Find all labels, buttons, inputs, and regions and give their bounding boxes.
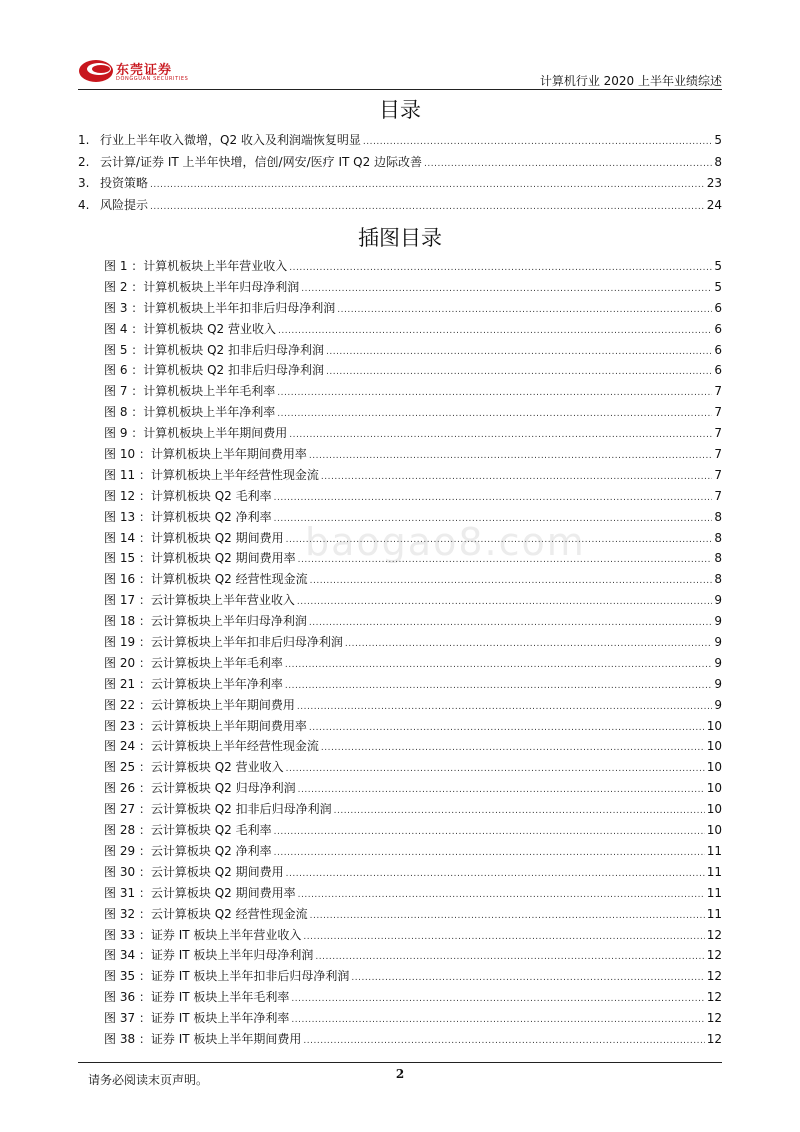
figure-entry-text: 计算机板块 Q2 期间费用 (150, 530, 284, 545)
figure-entry-number: 图 4 ： (104, 321, 144, 336)
figure-entry-leader-dots (298, 778, 705, 801)
toc-entry-leader-dots (150, 173, 705, 197)
figure-entry-text: 证券 IT 板块上半年毛利率 (150, 990, 290, 1005)
figure-entry-number: 图 26 ： (104, 781, 151, 796)
figure-entry-text: 云计算板块 Q2 期间费用率 (150, 885, 296, 900)
figure-entry-leader-dots (278, 319, 712, 342)
figure-entry-text: 云计算板块 Q2 毛利率 (150, 823, 272, 838)
figure-entry-number: 图 5 ： (104, 342, 144, 357)
figure-entry-leader-dots (285, 674, 712, 697)
figure-entry[interactable] (104, 653, 722, 674)
figure-entry-number: 图 20 ： (104, 655, 151, 670)
toc-entry[interactable] (78, 195, 722, 217)
figure-entry-text: 计算机板块 Q2 扣非后归母净利润 (143, 342, 324, 357)
figure-entry[interactable] (104, 674, 722, 695)
figure-entry-number: 图 7 ： (104, 384, 144, 399)
figure-entry[interactable] (104, 841, 722, 862)
figure-entry-leader-dots (345, 632, 712, 655)
toc-entry-number: 4. (78, 197, 90, 212)
figure-entry[interactable] (104, 590, 722, 611)
figure-entry[interactable] (104, 862, 722, 883)
figure-entry-page: 6 (714, 342, 722, 357)
figure-entry-number: 图 12 ： (104, 488, 151, 503)
figure-entry-leader-dots (286, 862, 705, 885)
company-logo (78, 56, 218, 90)
figure-entry[interactable] (104, 381, 722, 402)
figure-entry-page: 12 (706, 969, 722, 984)
figure-entry-leader-dots (303, 925, 704, 948)
figure-entry-leader-dots (297, 695, 712, 718)
figure-entry-page: 8 (714, 530, 722, 545)
figure-entry-text: 云计算板块 Q2 扣非后归母净利润 (150, 802, 332, 817)
figure-entry-page: 12 (706, 1031, 722, 1046)
figure-entry-text: 云计算板块上半年经营性现金流 (150, 739, 319, 754)
figure-entry-leader-dots (277, 381, 712, 404)
figure-entry[interactable] (104, 799, 722, 820)
toc-entry-text: 行业上半年收入微增，Q2 收入及利润端恢复明显 (100, 133, 361, 147)
figure-entry-text: 计算机板块上半年扣非后归母净利润 (143, 300, 336, 315)
toc-entry-page: 8 (714, 154, 722, 169)
figure-entry-leader-dots (351, 966, 704, 989)
toc-heading: 目录 (379, 98, 421, 122)
figure-entry[interactable] (104, 340, 722, 361)
figure-entry-text: 计算机板块 Q2 扣非后归母净利润 (143, 363, 324, 378)
figure-entry-page: 9 (714, 697, 722, 712)
report-title: 计算机行业 2020 上半年业绩综述 (539, 74, 722, 88)
figure-entry-page: 7 (714, 488, 722, 503)
toc-entry-text: 投资策略 (100, 176, 149, 191)
figure-entry-number: 图 24 ： (104, 739, 151, 754)
figure-list-heading: 插图目录 (358, 226, 442, 250)
figure-entry-leader-dots (309, 611, 712, 634)
figure-entry-page: 5 (714, 279, 722, 294)
figure-entry-page: 10 (706, 823, 722, 838)
figure-entry-text: 云计算板块 Q2 归母净利润 (150, 781, 296, 796)
figure-entry[interactable] (104, 569, 722, 590)
figure-entry-text: 计算机板块上半年净利率 (143, 405, 276, 420)
figure-entry-text: 云计算板块上半年净利率 (150, 676, 283, 691)
figure-entry-leader-dots (285, 653, 712, 676)
figure-entry-number: 图 25 ： (104, 760, 151, 775)
figure-entry-page: 12 (706, 1011, 722, 1026)
figure-entry-number: 图 23 ： (104, 718, 151, 733)
figure-entry-number: 图 34 ： (104, 948, 151, 963)
figure-entry-text: 计算机板块上半年经营性现金流 (150, 467, 319, 482)
toc-entry-text: 风险提示 (100, 197, 149, 212)
figure-entry-text: 计算机板块 Q2 净利率 (150, 509, 272, 524)
figure-entry-page: 11 (706, 885, 722, 900)
figure-entry-number: 图 9 ： (104, 426, 144, 441)
figure-entry-number: 图 19 ： (104, 635, 151, 650)
figure-entry-leader-dots (286, 757, 705, 780)
figure-entry-number: 图 30 ： (104, 864, 151, 879)
figure-entry[interactable] (104, 820, 722, 841)
figure-entry-number: 图 13 ： (104, 509, 151, 524)
figure-entry-leader-dots (289, 256, 712, 279)
figure-list (104, 256, 722, 1050)
figure-entry-text: 证券 IT 板块上半年营业收入 (150, 927, 302, 942)
figure-entry[interactable] (104, 632, 722, 653)
figure-entry-leader-dots (301, 277, 712, 300)
figure-entry-page: 12 (706, 948, 722, 963)
figure-entry-number: 图 37 ： (104, 1011, 151, 1026)
figure-entry-text: 云计算板块上半年期间费用率 (150, 718, 307, 733)
toc-entry-leader-dots (424, 152, 712, 176)
figure-entry-page: 6 (714, 321, 722, 336)
figure-entry-text: 云计算板块上半年扣非后归母净利润 (150, 635, 343, 650)
figure-entry[interactable] (104, 925, 722, 946)
figure-entry[interactable] (104, 611, 722, 632)
figure-entry[interactable] (104, 778, 722, 799)
figure-entry-page: 7 (714, 447, 722, 462)
figure-entry-page: 9 (714, 676, 722, 691)
figure-entry-leader-dots (277, 402, 712, 425)
figure-entry-page: 9 (714, 593, 722, 608)
figure-entry-number: 图 17 ： (104, 593, 151, 608)
figure-entry-number: 图 11 ： (104, 467, 151, 482)
figure-entry-leader-dots (274, 486, 713, 509)
figure-entry-number: 图 22 ： (104, 697, 151, 712)
figure-entry[interactable] (104, 716, 722, 737)
figure-entry-text: 证券 IT 板块上半年扣非后归母净利润 (150, 969, 350, 984)
figure-entry-number: 图 29 ： (104, 843, 151, 858)
figure-entry-number: 图 1 ： (104, 259, 144, 273)
figure-entry-text: 计算机板块上半年期间费用 (143, 426, 288, 441)
figure-entry-leader-dots (303, 1029, 704, 1052)
figure-entry-number: 图 27 ： (104, 802, 151, 817)
figure-entry-leader-dots (309, 444, 712, 467)
figure-entry-text: 证券 IT 板块上半年净利率 (150, 1011, 290, 1026)
figure-entry-page: 12 (706, 990, 722, 1005)
figure-entry-page: 9 (714, 655, 722, 670)
figure-entry[interactable] (104, 904, 722, 925)
figure-entry-text: 云计算板块上半年归母净利润 (150, 614, 307, 629)
figure-entry[interactable] (104, 486, 722, 507)
figure-entry-text: 计算机板块 Q2 期间费用率 (150, 551, 296, 566)
logo-name-en: DONGGUAN SECURITIES (116, 76, 189, 82)
figure-entry-number: 图 28 ： (104, 823, 151, 838)
figure-entry-page: 8 (714, 509, 722, 524)
toc-entry-page: 23 (706, 176, 722, 191)
header-divider (78, 89, 722, 90)
toc-entry-page: 24 (706, 197, 722, 212)
toc-entry-number: 2. (78, 154, 90, 169)
figure-entry[interactable] (104, 298, 722, 319)
figure-entry-page: 8 (714, 551, 722, 566)
figure-entry-number: 图 8 ： (104, 405, 144, 420)
toc-entry-leader-dots (363, 130, 712, 154)
figure-entry-page: 7 (714, 405, 722, 420)
figure-entry-leader-dots (321, 736, 705, 759)
toc-entry[interactable] (78, 130, 722, 152)
figure-entry-leader-dots (337, 298, 712, 321)
figure-entry-leader-dots (326, 360, 712, 383)
figure-entry-number: 图 36 ： (104, 990, 151, 1005)
figure-entry[interactable] (104, 423, 722, 444)
figure-entry-page: 7 (714, 467, 722, 482)
figure-entry-page: 8 (714, 572, 722, 587)
figure-entry-leader-dots (298, 883, 705, 906)
figure-entry-leader-dots (310, 569, 713, 592)
figure-entry-text: 云计算板块上半年毛利率 (150, 655, 283, 670)
figure-entry-page: 7 (714, 426, 722, 441)
figure-entry-number: 图 6 ： (104, 363, 144, 378)
figure-entry-text: 证券 IT 板块上半年期间费用 (150, 1031, 302, 1046)
toc-entry-page: 5 (714, 133, 722, 147)
figure-entry-leader-dots (310, 904, 705, 927)
figure-entry[interactable] (104, 695, 722, 716)
figure-entry-number: 图 31 ： (104, 885, 151, 900)
figure-entry-page: 12 (706, 927, 722, 942)
figure-entry-text: 计算机板块上半年毛利率 (143, 384, 276, 399)
figure-entry[interactable] (104, 945, 722, 966)
figure-entry-page: 7 (714, 384, 722, 399)
figure-entry[interactable] (104, 757, 722, 778)
figure-entry-number: 图 35 ： (104, 969, 151, 984)
figure-entry-number: 图 21 ： (104, 676, 151, 691)
figure-entry[interactable] (104, 465, 722, 486)
figure-entry[interactable] (104, 444, 722, 465)
figure-entry-page: 10 (706, 781, 722, 796)
figure-entry-text: 云计算板块 Q2 期间费用 (150, 864, 284, 879)
figure-entry-number: 图 32 ： (104, 906, 151, 921)
figure-entry-text: 云计算板块上半年营业收入 (150, 593, 295, 608)
figure-entry[interactable] (104, 1008, 722, 1029)
table-of-contents (78, 130, 722, 216)
toc-entry[interactable] (78, 173, 722, 195)
figure-entry-text: 云计算板块 Q2 经营性现金流 (150, 906, 308, 921)
figure-entry[interactable] (104, 256, 722, 277)
figure-entry[interactable] (104, 736, 722, 757)
figure-entry-page: 11 (706, 906, 722, 921)
figure-entry-leader-dots (297, 590, 712, 613)
figure-entry-text: 计算机板块上半年归母净利润 (143, 279, 300, 294)
figure-entry-leader-dots (309, 716, 705, 739)
figure-entry[interactable] (104, 360, 722, 381)
figure-entry-page: 9 (714, 635, 722, 650)
figure-entry-page: 11 (706, 864, 722, 879)
figure-entry[interactable] (104, 319, 722, 340)
figure-entry-page: 10 (706, 760, 722, 775)
toc-entry[interactable] (78, 152, 722, 174)
figure-entry-leader-dots (291, 987, 704, 1010)
figure-entry-text: 证券 IT 板块上半年归母净利润 (150, 948, 314, 963)
figure-entry-leader-dots (274, 820, 705, 843)
figure-entry-page: 10 (706, 718, 722, 733)
figure-entry-page: 9 (714, 614, 722, 629)
figure-entry-leader-dots (274, 841, 705, 864)
figure-entry-number: 图 3 ： (104, 300, 144, 315)
figure-entry-text: 计算机板块 Q2 经营性现金流 (150, 572, 308, 587)
footer-disclaimer: 请务必阅读末页声明。 (88, 1073, 209, 1087)
page-number: 2 (395, 1067, 405, 1081)
figure-entry-page: 10 (706, 802, 722, 817)
figure-entry-text: 云计算板块 Q2 营业收入 (150, 760, 284, 775)
figure-entry-leader-dots (326, 340, 712, 363)
logo-name-cn: 东莞证券 (116, 63, 173, 78)
footer-divider (78, 1062, 722, 1063)
figure-entry-text: 计算机板块上半年营业收入 (143, 259, 288, 273)
figure-entry[interactable] (104, 277, 722, 298)
figure-entry-number: 图 2 ： (104, 279, 144, 294)
figure-entry-text: 计算机板块 Q2 毛利率 (150, 488, 272, 503)
figure-entry-leader-dots (321, 465, 712, 488)
watermark: baogao8.com (305, 520, 586, 564)
figure-entry-number: 图 15 ： (104, 551, 151, 566)
toc-entry-text: 云计算/证券 IT 上半年快增，信创/网安/医疗 IT Q2 边际改善 (100, 154, 423, 169)
figure-entry-page: 11 (706, 843, 722, 858)
toc-entry-number: 1. (78, 133, 90, 147)
figure-entry-number: 图 38 ： (104, 1031, 151, 1046)
toc-entry-leader-dots (150, 195, 705, 219)
figure-entry-page: 5 (714, 259, 722, 273)
figure-entry-text: 云计算板块 Q2 净利率 (150, 843, 272, 858)
figure-entry-page: 6 (714, 363, 722, 378)
figure-entry[interactable] (104, 883, 722, 904)
toc-entry-number: 3. (78, 176, 90, 191)
figure-entry-page: 6 (714, 300, 722, 315)
figure-entry-leader-dots (291, 1008, 704, 1031)
logo-emblem-icon (78, 58, 114, 84)
figure-entry-number: 图 33 ： (104, 927, 151, 942)
figure-entry[interactable] (104, 1029, 722, 1050)
figure-entry-number: 图 10 ： (104, 447, 151, 462)
figure-entry[interactable] (104, 402, 722, 423)
figure-entry-text: 云计算板块上半年期间费用 (150, 697, 295, 712)
figure-entry-page: 10 (706, 739, 722, 754)
figure-entry-text: 计算机板块 Q2 营业收入 (143, 321, 276, 336)
figure-entry-number: 图 16 ： (104, 572, 151, 587)
figure-entry[interactable] (104, 987, 722, 1008)
figure-entry-leader-dots (334, 799, 705, 822)
figure-entry-leader-dots (289, 423, 712, 446)
figure-entry-number: 图 18 ： (104, 614, 151, 629)
figure-entry-text: 计算机板块上半年期间费用率 (150, 447, 307, 462)
figure-entry-leader-dots (315, 945, 704, 968)
figure-entry[interactable] (104, 966, 722, 987)
figure-entry-number: 图 14 ： (104, 530, 151, 545)
page-header (78, 56, 722, 90)
